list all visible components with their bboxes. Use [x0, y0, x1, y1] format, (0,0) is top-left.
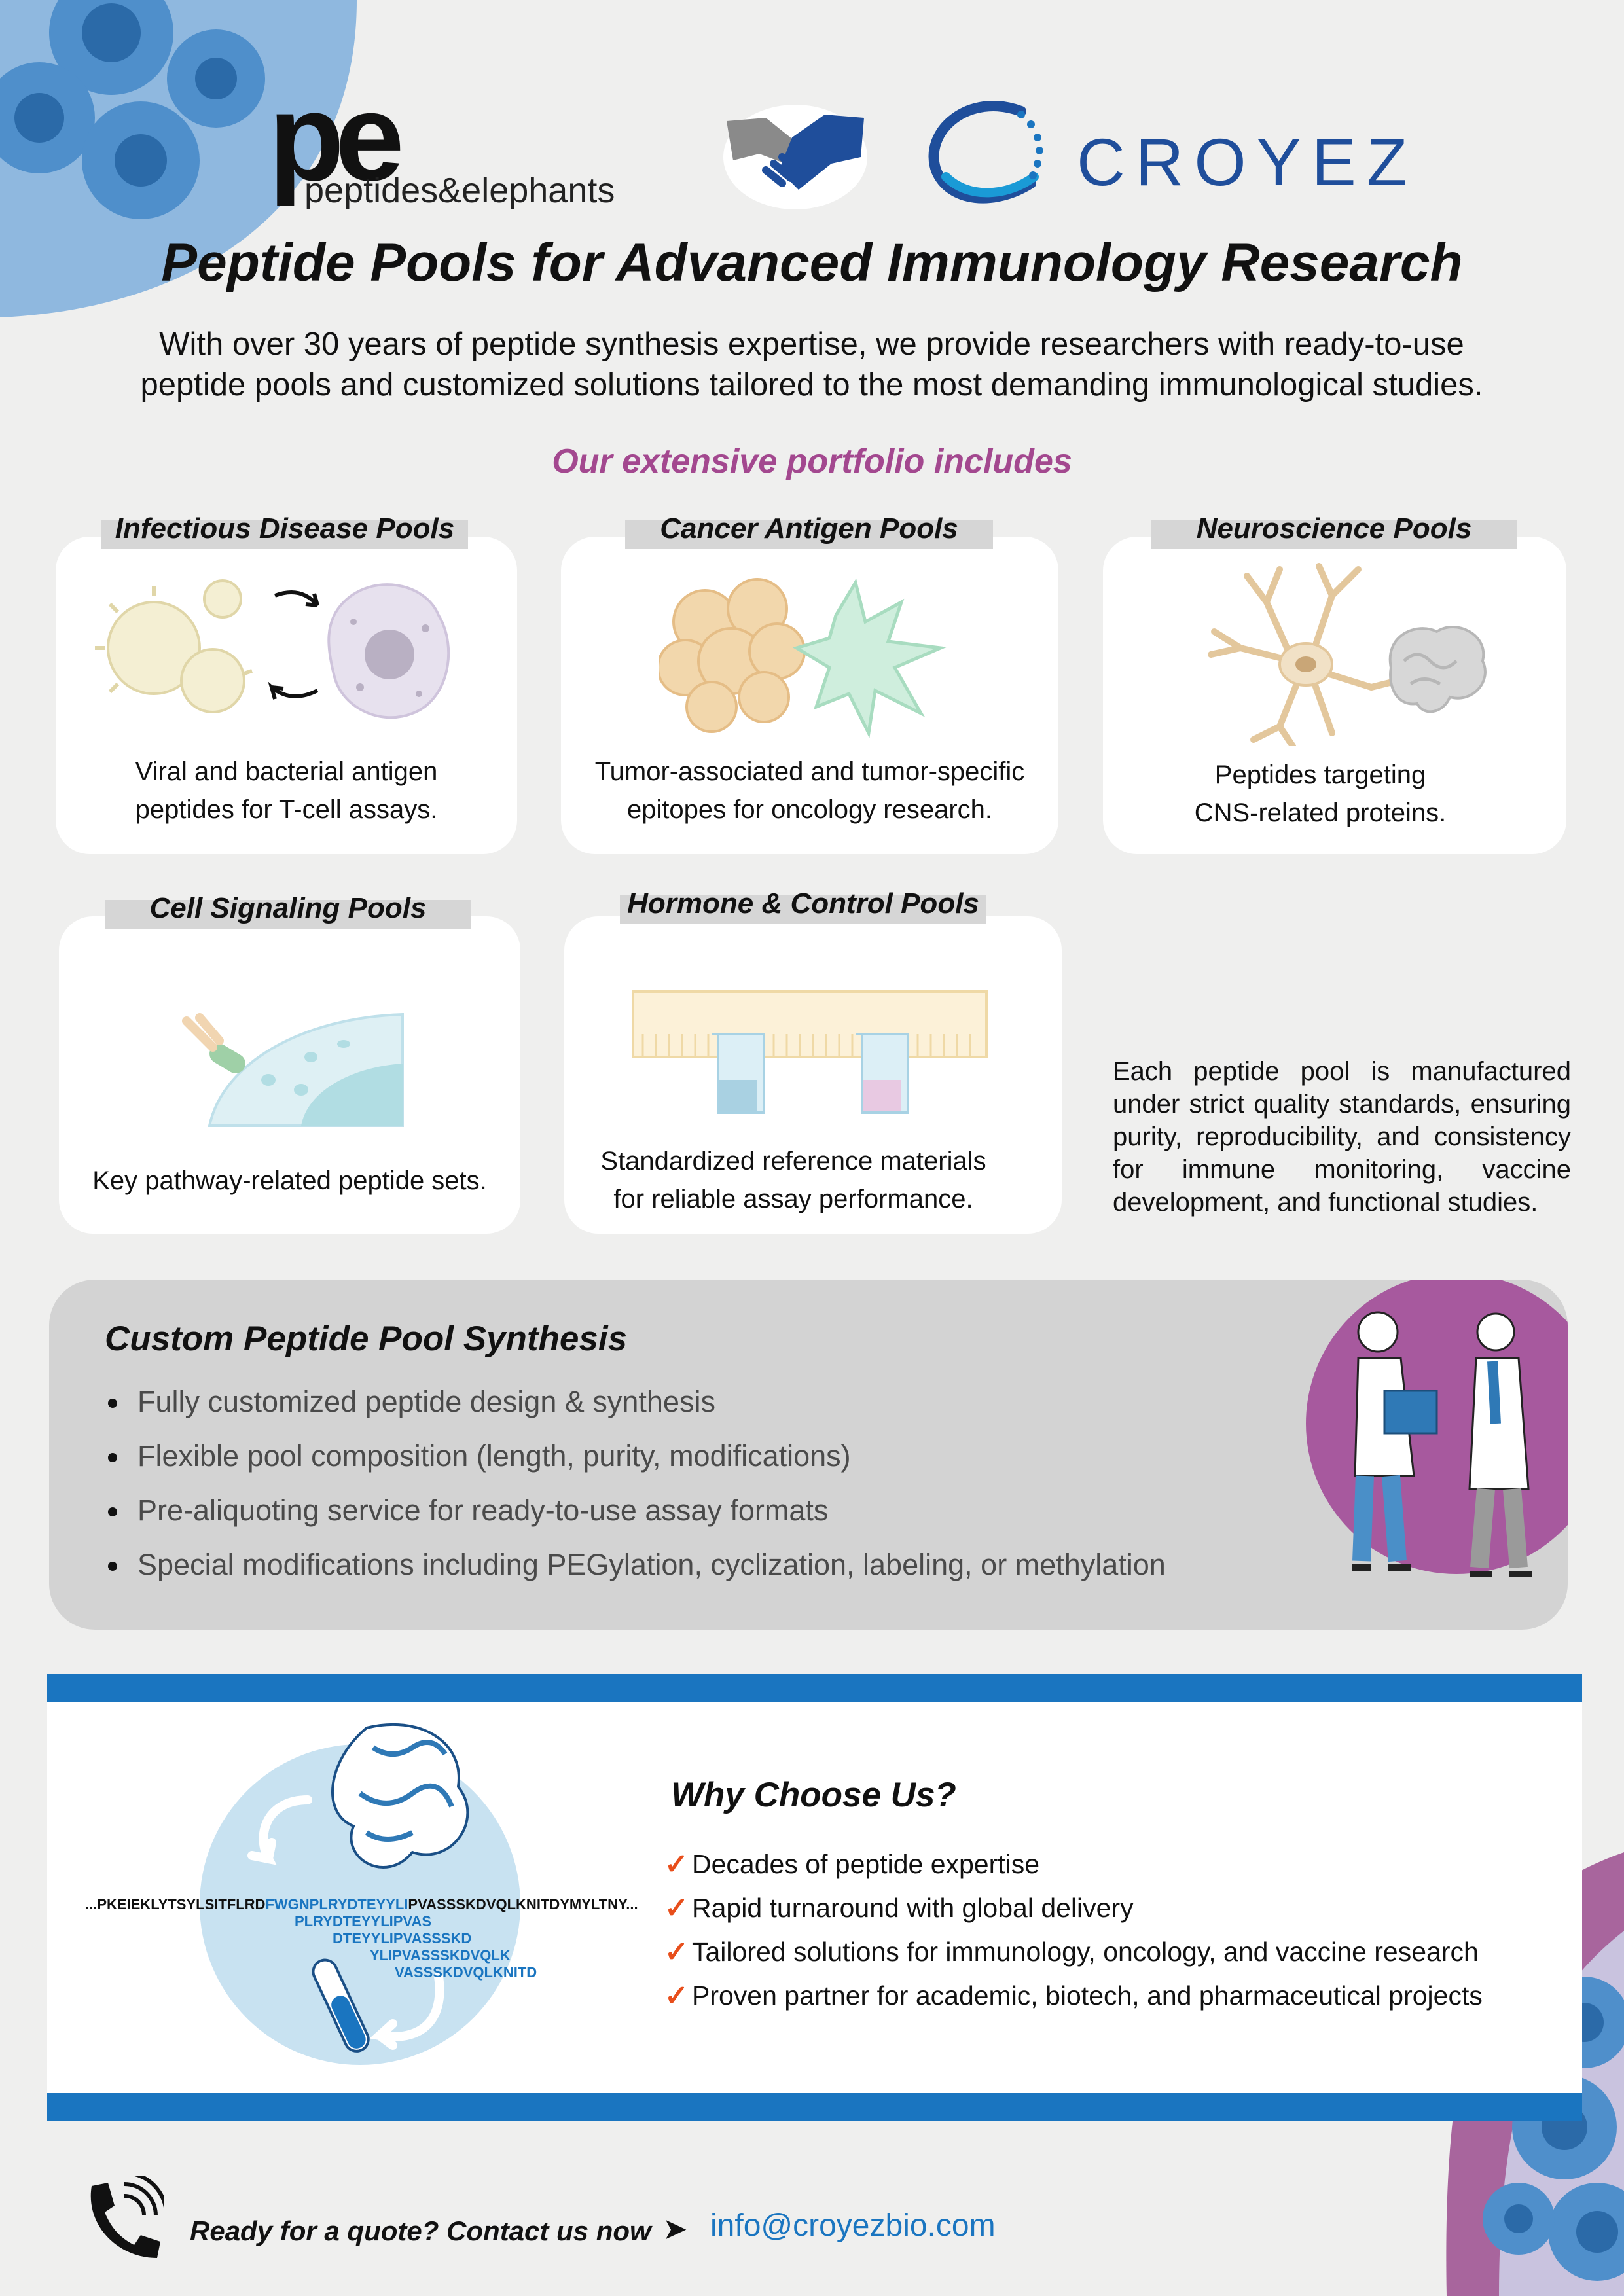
card-infectious-disease-line2: peptides for T-cell assays. [135, 795, 438, 824]
handshake-icon [720, 92, 871, 209]
why-choose-title: Why Choose Us? [671, 1776, 956, 1814]
page-title: Peptide Pools for Advanced Immunology Research [161, 233, 1463, 293]
check-icon: ✓ [664, 1892, 689, 1924]
pe-logo-wordmark: peptides&elephants [304, 171, 615, 210]
list-item: Fully customized peptide design & synthesis [108, 1374, 1166, 1429]
card-cancer-antigen [561, 537, 1058, 854]
card-neuroscience [1103, 537, 1566, 854]
list-item [664, 1886, 1483, 1930]
card-title-cancer-antigen: Cancer Antigen Pools [625, 520, 993, 549]
scientists-illustration [1306, 1280, 1568, 1630]
list-item: Special modifications including PEGylation, cyclization, labeling, or methylation [108, 1537, 1166, 1592]
card-hormone-control-line2: for reliable assay performance. [613, 1185, 973, 1213]
sequence-fragment: VASSSKDVQLKNITD [395, 1964, 537, 1981]
check-icon: ✓ [664, 1848, 689, 1880]
card-title-hormone-control: Hormone & Control Pools [620, 895, 986, 924]
list-item [664, 1930, 1483, 1974]
sequence-fragment: PLRYDTEYYLIPVAS [295, 1913, 432, 1929]
custom-synthesis-list [108, 1374, 1166, 1592]
card-infectious-disease-line1: Viral and bacterial antigen [135, 757, 438, 786]
card-cell-signaling [59, 916, 520, 1234]
phone-icon [79, 2176, 164, 2261]
croyez-wordmark: CROYEZ [1077, 125, 1418, 200]
why-choose-list [664, 1842, 1483, 2018]
peptide-diagram [79, 1715, 641, 2081]
card-cell-signaling-text [59, 1162, 520, 1200]
sequence-fragment: DTEYYLIPVASSSKD [333, 1930, 472, 1946]
why-item-text: Tailored solutions for immunology, oncology, and vaccine research [692, 1937, 1479, 1967]
peptides-elephants-logo [268, 68, 700, 213]
card-neuroscience-line1: Peptides targeting [1214, 761, 1426, 789]
card-cancer-antigen-text [561, 753, 1058, 829]
check-icon: ✓ [664, 1980, 689, 2012]
quality-statement: Each peptide pool is manufactured under strict quality standards, ensuring purity, reproducibility, and consistency for immune monitoring, vaccine development, and functional studies. [1113, 1057, 1571, 1217]
top-divider-bar [47, 1674, 1582, 1702]
card-neuroscience-text [1089, 756, 1552, 832]
arrow-right-icon: ➤ [662, 2212, 688, 2246]
why-item-text: Proven partner for academic, biotech, and pharmaceutical projects [692, 1981, 1483, 2011]
assay-plate-icon [630, 988, 996, 1119]
check-icon: ✓ [664, 1936, 689, 1968]
contact-email-link[interactable]: info@croyezbio.com [710, 2208, 996, 2243]
card-title-cell-signaling: Cell Signaling Pools [105, 900, 471, 929]
list-item [664, 1842, 1483, 1886]
list-item [664, 1974, 1483, 2018]
card-title-neuroscience: Neuroscience Pools [1151, 520, 1517, 549]
card-cancer-antigen-line1: Tumor-associated and tumor-specific [594, 757, 1025, 786]
pe-logo-mark: pe [268, 68, 395, 207]
list-item: Flexible pool composition (length, purity, modifications) [108, 1429, 1166, 1483]
card-hormone-control-line1: Standardized reference materials [600, 1147, 986, 1175]
portfolio-heading: Our extensive portfolio includes [552, 442, 1072, 480]
card-infectious-disease [56, 537, 517, 854]
croyez-logo [923, 92, 1434, 209]
sequence-fragment: YLIPVASSSKDVQLK [370, 1947, 511, 1964]
custom-synthesis-section [49, 1280, 1568, 1630]
sequence-highlight: FWGNPLRYDTEYYLI [265, 1896, 408, 1912]
croyez-logo-mark [923, 92, 1074, 209]
list-item: Pre-aliquoting service for ready-to-use assay formats [108, 1483, 1166, 1537]
bottom-divider-bar [47, 2093, 1582, 2121]
virus-cell-icon [92, 576, 458, 726]
custom-synthesis-title: Custom Peptide Pool Synthesis [105, 1319, 628, 1358]
card-infectious-disease-text [56, 753, 517, 829]
card-title-infectious-disease: Infectious Disease Pools [101, 520, 468, 549]
cell-receptor-icon [170, 992, 471, 1129]
why-item-text: Decades of peptide expertise [692, 1849, 1040, 1879]
sequence-line [85, 1896, 638, 1913]
tumor-cell-icon [659, 576, 973, 740]
card-cell-signaling-line1: Key pathway-related peptide sets. [92, 1166, 487, 1195]
card-neuroscience-line2: CNS-related proteins. [1194, 798, 1447, 827]
card-hormone-control-text [545, 1142, 1042, 1218]
quote-cta: Ready for a quote? Contact us now [190, 2215, 651, 2246]
card-cancer-antigen-line2: epitopes for oncology research. [626, 795, 993, 824]
intro-paragraph: With over 30 years of peptide synthesis expertise, we provide researchers with ready-to-use peptide pools and customized solutions tailored to the most demanding immunological studies. [140, 327, 1483, 403]
card-hormone-control [564, 916, 1062, 1234]
sequence-suffix: PVASSSKDVQLKNITDYMYLTNY... [408, 1896, 638, 1912]
sequence-prefix: ...PKEIEKLYTSYLSITFLRD [85, 1896, 266, 1912]
why-item-text: Rapid turnaround with global delivery [692, 1893, 1134, 1923]
neuron-brain-icon [1201, 556, 1489, 746]
